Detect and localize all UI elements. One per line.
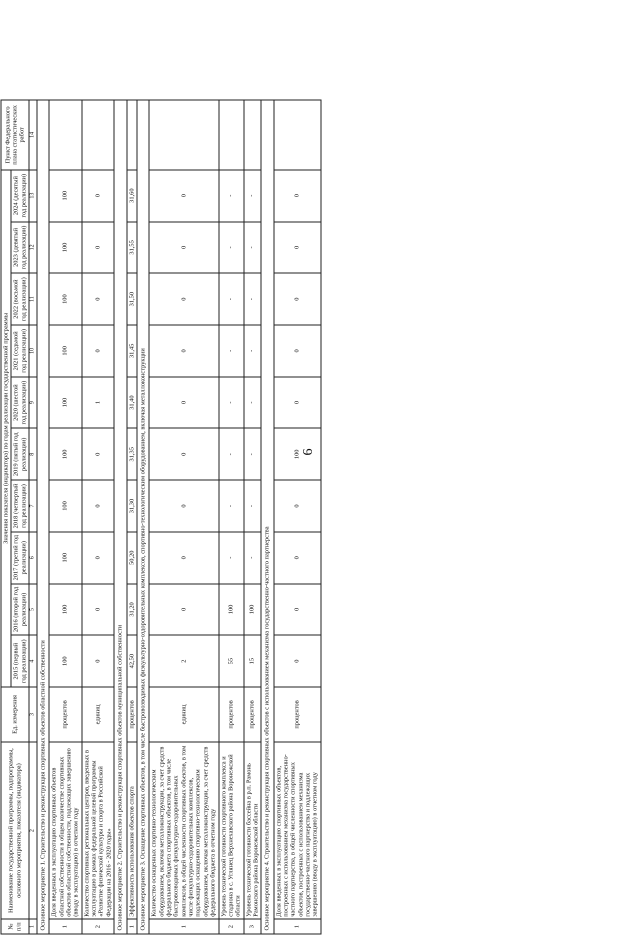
value-cell: 0	[274, 635, 321, 687]
unit-cell: процентов	[244, 687, 262, 742]
header-group: Значения показателя (индикатора) по годам реализации государственной программы	[1, 170, 11, 687]
value-cell: -	[219, 480, 244, 532]
plan-item-cell	[149, 100, 218, 170]
plan-item-cell	[49, 100, 81, 170]
value-cell: 31,40	[127, 377, 137, 429]
plan-item-cell	[127, 100, 137, 170]
value-cell: 55	[219, 635, 244, 687]
table-row	[274, 100, 321, 934]
column-number: 7	[29, 480, 37, 532]
value-cell: 0	[149, 480, 218, 532]
header-year: 2023 (девятый год реализации)	[11, 222, 29, 274]
value-cell: -	[244, 273, 262, 325]
value-cell: 0	[149, 170, 218, 222]
value-cell: 31,55	[127, 222, 137, 274]
header-year: 2020 (шестой год реализации)	[11, 377, 29, 429]
value-cell: 2	[149, 635, 218, 687]
value-cell: 0	[82, 480, 114, 532]
column-number: 13	[29, 170, 37, 222]
indicator-name: Эффективность использования объектов спорта	[127, 742, 137, 919]
value-cell: 0	[82, 325, 114, 377]
table-row	[127, 100, 137, 934]
unit-cell: процентов	[127, 687, 137, 742]
value-cell: 0	[82, 273, 114, 325]
value-cell: 100	[49, 222, 81, 274]
value-cell: 0	[149, 532, 218, 584]
unit-cell: единиц	[82, 687, 114, 742]
header-year: 2015 (первый год реализации)	[11, 635, 29, 687]
value-cell: -	[219, 222, 244, 274]
indicator-name: Количество оснащенных спортивно-технологическим оборудованием, включая металлоконструкции, за счет средств федерального бюджета спортивных объектов, в том числе быстровозводимых физкультурно-оздоровительных комплексов, в общей численности спортивных объектов, в том числе физкультурно-оздоровительных комплексов, подлежащих оснащению спортивно-технологическим оборудованием, включая металлоконструкции, за счет средств федерального бюджета в отчетном году	[149, 742, 218, 919]
value-cell: -	[219, 428, 244, 480]
header-year: 2016 (второй год реализации)	[11, 584, 29, 636]
unit-cell: единиц	[149, 687, 218, 742]
column-number: 14	[29, 100, 37, 170]
section-row	[37, 100, 49, 934]
table-body	[37, 100, 321, 934]
section-title: Основное мероприятие 1. Строительство и реконструкция спортивных объектов областной собственности	[37, 100, 49, 934]
row-number: 2	[219, 919, 244, 934]
header-name: Наименование государственной программы, подпрограммы, основного мероприятия, показателя (индикатора)	[1, 742, 29, 919]
value-cell: -	[219, 532, 244, 584]
unit-cell: процентов	[274, 687, 321, 742]
value-cell: -	[244, 170, 262, 222]
page-number: 6	[301, 448, 316, 456]
value-cell: 31,20	[127, 584, 137, 636]
section-title: Основное мероприятие 3. Оснащение спортивных объектов, в том числе быстровозводимых физкультурно-оздоровительных комплексов, спортивно-технологическим оборудованием, включая металлоконструкции	[137, 100, 149, 934]
value-cell: 0	[274, 222, 321, 274]
plan-item-cell	[82, 100, 114, 170]
unit-cell: процентов	[49, 687, 81, 742]
table-row	[219, 100, 244, 934]
column-number: 1	[29, 919, 37, 934]
value-cell: 31,35	[127, 428, 137, 480]
value-cell: 100	[49, 273, 81, 325]
plan-item-cell	[244, 100, 262, 170]
column-number: 9	[29, 377, 37, 429]
value-cell: -	[244, 532, 262, 584]
value-cell: 0	[82, 584, 114, 636]
value-cell: 100	[49, 377, 81, 429]
value-cell: 0	[274, 170, 321, 222]
value-cell: 100	[274, 428, 321, 480]
value-cell: 100	[219, 584, 244, 636]
section-row	[261, 100, 273, 934]
indicator-name: Уровень технической готовности спортивного комплекса и стадиона в с. Углянец Верхнехавского района Воронежской области	[219, 742, 244, 919]
column-number: 2	[29, 742, 37, 919]
column-number: 6	[29, 532, 37, 584]
plan-item-cell	[219, 100, 244, 170]
header-year: 2022 (восьмой год реализации)	[11, 273, 29, 325]
header-last: Пункт Федерального плана статистических работ	[1, 100, 29, 170]
value-cell: -	[244, 325, 262, 377]
indicator-name: Количество спортивных региональных центров, введенных в эксплуатацию в рамках федеральной целевой программы «Развитие физической культуры и спорта в Российской Федерации на 2016 - 2020 годы»	[82, 742, 114, 919]
section-title: Основное мероприятие 2. Строительство и реконструкция спортивных объектов муниципальной собственности	[114, 100, 126, 934]
header-year: 2024 (десятый год реализации)	[11, 170, 29, 222]
unit-cell: процентов	[219, 687, 244, 742]
value-cell: -	[219, 170, 244, 222]
value-cell: 31,60	[127, 170, 137, 222]
value-cell: 31,45	[127, 325, 137, 377]
table-row	[82, 100, 114, 934]
column-number: 5	[29, 584, 37, 636]
value-cell: 0	[274, 325, 321, 377]
indicator-table	[1, 100, 322, 935]
indicator-name: Доля введенных в эксплуатацию спортивных объектов, построенных с использованием механизма государственно-частного партнерства, в общей численности спортивных объектов, построенных с использованием механизма государственно-частного партнерства и подлежащих завершению (вводу в эксплуатацию) в отчетном году	[274, 742, 321, 919]
value-cell: -	[219, 273, 244, 325]
header-column-numbers	[29, 100, 37, 934]
value-cell: 0	[149, 273, 218, 325]
value-cell: 0	[274, 377, 321, 429]
value-cell: 0	[149, 377, 218, 429]
column-number: 4	[29, 635, 37, 687]
row-number: 3	[244, 919, 262, 934]
value-cell: -	[244, 428, 262, 480]
value-cell: 100	[49, 532, 81, 584]
header-year: 2021 (седьмой год реализации)	[11, 325, 29, 377]
value-cell: 31,50	[127, 273, 137, 325]
value-cell: -	[219, 325, 244, 377]
value-cell: 42,50	[127, 635, 137, 687]
row-number: 1	[274, 919, 321, 934]
section-row	[137, 100, 149, 934]
value-cell: 0	[274, 480, 321, 532]
column-number: 10	[29, 325, 37, 377]
value-cell: 0	[82, 222, 114, 274]
value-cell: -	[244, 377, 262, 429]
value-cell: 0	[274, 532, 321, 584]
value-cell: 100	[49, 170, 81, 222]
header-year: 2017 (третий год реализации)	[11, 532, 29, 584]
row-number: 2	[82, 919, 114, 934]
header-year: 2019 (пятый год реализации)	[11, 428, 29, 480]
indicator-table-sheet	[1, 100, 479, 935]
header-no: № п/п	[1, 919, 29, 934]
header-year: 2018 (четвертый год реализации)	[11, 480, 29, 532]
value-cell: 100	[49, 480, 81, 532]
table-row	[244, 100, 262, 934]
column-number: 11	[29, 273, 37, 325]
section-row	[114, 100, 126, 934]
value-cell: 0	[82, 635, 114, 687]
value-cell: 100	[49, 325, 81, 377]
value-cell: -	[244, 480, 262, 532]
value-cell: 0	[149, 325, 218, 377]
value-cell: 15	[244, 635, 262, 687]
value-cell: 100	[49, 584, 81, 636]
value-cell: 0	[82, 532, 114, 584]
header-unit: Ед. измерения	[1, 687, 29, 742]
value-cell: 100	[49, 635, 81, 687]
table-row	[49, 100, 81, 934]
value-cell: 0	[82, 428, 114, 480]
value-cell: 100	[244, 584, 262, 636]
indicator-name: Доля введенных в эксплуатацию спортивных объектов областной собственности в общем количестве спортивных объектов областной собственности, подлежащих завершению (вводу в эксплуатацию) в отчетном году	[49, 742, 81, 919]
value-cell: -	[219, 377, 244, 429]
row-number: 1	[127, 919, 137, 934]
value-cell: 0	[149, 222, 218, 274]
table-row	[149, 100, 218, 934]
column-number: 8	[29, 428, 37, 480]
row-number: 1	[49, 919, 81, 934]
indicator-name: Уровень технической готовности бассейна в р.п. Рамонь Рамонского района Воронежской области	[244, 742, 262, 919]
column-number: 3	[29, 687, 37, 742]
value-cell: 100	[49, 428, 81, 480]
value-cell: 50,20	[127, 532, 137, 584]
section-title: Основное мероприятие 4. Строительство и реконструкция спортивных объектов с использованием механизма государственно-частного партнерства	[261, 100, 273, 934]
value-cell: 0	[274, 584, 321, 636]
value-cell: 0	[82, 170, 114, 222]
value-cell: 0	[149, 428, 218, 480]
table-header	[1, 100, 37, 934]
column-number: 12	[29, 222, 37, 274]
value-cell: 0	[274, 273, 321, 325]
value-cell: 1	[82, 377, 114, 429]
row-number: 1	[149, 919, 218, 934]
plan-item-cell	[274, 100, 321, 170]
value-cell: 31,30	[127, 480, 137, 532]
value-cell: 0	[149, 584, 218, 636]
value-cell: -	[244, 222, 262, 274]
